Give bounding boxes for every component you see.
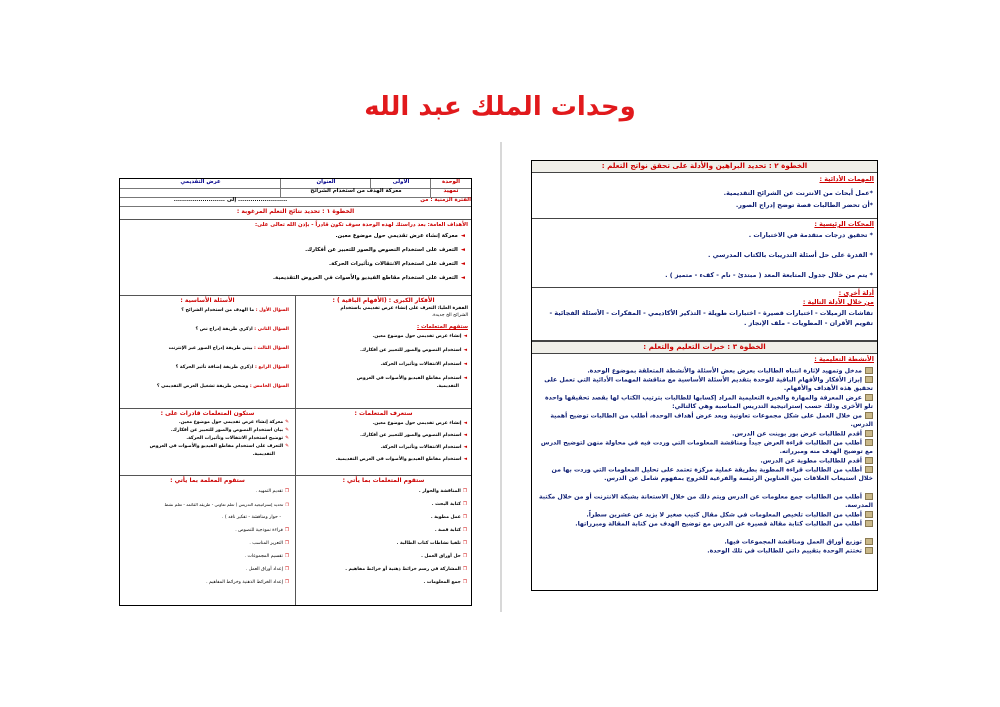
- able-item: ✎بيان استخدام النصوص والصور للتعبير عن أفكارك.: [170, 428, 289, 433]
- activity-item: أطلب من الطالبات قراءة العرض جيداً ومناقشة المعلومات التي وردت فيه في محاولة منهن لتوضيح الدرس مع توضيح الهدف منه ومبرراته.: [540, 439, 873, 455]
- perf-item: *عمل أبحاث من الانترنت عن الشرائح التقديمية.: [723, 189, 873, 197]
- understand-item: التقديمية.: [436, 384, 459, 389]
- know-item: ◄استخدام الانتقالات وتأثيرات الحركة.: [380, 445, 467, 450]
- goal-item: ◄التعرف على استخدام مقاطع الفيديو والأصوات في العروض التقديمية.: [273, 275, 465, 281]
- activities-title: الأنشطة التعليمية :: [814, 355, 874, 363]
- know-item: ◄إنشاء عرض تقديمي حول موضوع معين.: [372, 421, 467, 426]
- activity-item: أطلب من الطالبات جمع معلومات عن الدرس ويتم ذلك من خلال الاستعانة بشبكة الانترنت أو من خلال مكتبة المدرسة.: [539, 493, 873, 509]
- page-title: وحدات الملك عبد الله: [364, 92, 636, 122]
- main-item: * تحقيق درجات متقدمة في الاختبارات .: [748, 231, 873, 239]
- do-item: ❐عمل مطوية .: [430, 515, 467, 520]
- big-ideas-text: الفقرة العليا: التعرف على إنشاء عرض تقديمي باستخدام: [340, 306, 468, 311]
- do-item: ❐جمع المعلومات .: [423, 580, 467, 585]
- other-text: تقاشات الزميلات - اختبارات قصيرة - اختبارات طويلة - التذكير الأكاديمي - المفكرات - الأسئلة الفجائية - تقويم الأقران - المطويات - ملف الإنجاز .: [549, 309, 873, 327]
- know-item: ◄استخدام مقاطع الفيديو والأصوات في العرض التقديمية.: [335, 457, 467, 462]
- activities-section: [532, 354, 877, 590]
- step2-title: الخطوة ٢ : تحديد البراهين والأدلة على تحقق نواتج التعلم :: [532, 161, 877, 173]
- teach-item: ❐تقسيم المجموعات .: [244, 554, 289, 559]
- big-ideas-title: الأفكار الكبرى : (الأفهام الباقية ) :: [332, 297, 435, 304]
- activity-item: مدخل وتمهيد لإثارة انتباه الطالبات بعرض بعض الأسئلة والأنشطة المتعلقة بموضوع الوحدة.: [537, 367, 873, 376]
- activity-item: أقدم للطالبات عرض بور بوينت عن الدرس.: [537, 430, 873, 439]
- do-teach-section: [120, 476, 471, 605]
- activity-item: أطلب من الطالبات تلخيص المعلومات في شكل مقال كتيب صغير لا يزيد عن عشرين سطراً.: [537, 511, 873, 520]
- perf-title: المهمات الأدائية :: [819, 175, 874, 183]
- general-goals-label: الأهداف العامة: بعد دراستك لهذه الوحدة سوف تكون قادراً - بإذن الله تعالى على:: [254, 222, 468, 228]
- understand-item: ◄استخدام مقاطع الفيديو والأصوات في العروض: [356, 376, 467, 381]
- title-value: عرض التقديمي: [120, 179, 281, 189]
- period-dots: ........................ إلى .........................: [120, 197, 341, 207]
- left-page: [119, 178, 472, 606]
- title-label: العنوان: [280, 179, 371, 189]
- main-title: المحكات الرئيسية :: [814, 220, 874, 228]
- able-title: ستكون المتعلمات قادرات على :: [160, 410, 255, 417]
- able-item: التقديمية.: [252, 452, 275, 457]
- other-evidence: [532, 288, 877, 341]
- right-page: [531, 160, 878, 591]
- performance-tasks: [532, 174, 877, 219]
- question-5: السؤال الخامس : وضحي طريقة تشغيل العرض التقديمي ؟: [156, 384, 289, 389]
- unit-value: الأولى: [370, 179, 431, 189]
- ideas-questions-section: [120, 296, 471, 409]
- do-item: ❐حل أوراق العمل .: [421, 554, 467, 559]
- know-item: ◄استخدام النصوص والصور للتعبير عن أفكارك.: [360, 433, 467, 438]
- activity-item: من خلال العمل على شكل مجموعات تعاونية وبعد عرض أهداف الوحدة، أطلب من الطالبات توضيح أهمية الدرس.: [550, 412, 873, 428]
- main-item: * القدرة على حل أسئلة التدريبات بالكتاب المدرسي .: [708, 251, 873, 259]
- teach-item: - حوار ومناقشة - تفكير ناقد ) .: [221, 515, 281, 520]
- activity-item: أقدم للطالبات مطوية عن الدرس.: [537, 457, 873, 466]
- intro-text: معركة الهدف من استخدام الشرائح: [280, 188, 431, 198]
- main-criteria: [532, 219, 877, 288]
- understand-label: ستفهم المتعلمات :: [416, 324, 468, 330]
- period-label: الفترة الزمنية : من: [341, 197, 471, 207]
- teach-item: ❐التعزيز المناسب .: [249, 541, 289, 546]
- step1-title: الخطوة ١ : تحديد نتائج التعلم المرغوبة :: [236, 208, 355, 215]
- teach-title: ستقوم المعلمة بما يأتي :: [170, 477, 245, 484]
- goal-item: ◄التعرف على استخدام النصوص والصور للتعبير عن أفكارك.: [305, 247, 465, 253]
- activity-item: إبراز الأفكار والأفهام الباقية للوحدة بتقديم الأسئلة الأساسية مع مناقشة المهمات الأدائية التي تعمل على تحقيق هذه الأهداف والأفهام.: [544, 376, 873, 392]
- able-item: ✎توضيح استخدام الانتقالات وتأثيرات الحركة.: [186, 436, 289, 441]
- teach-item: ❐تقديم التمهيد .: [255, 489, 289, 494]
- know-able-section: [120, 409, 471, 476]
- teach-item: ❐إعداد الخرائط الذهنية وخرائط المفاهيم .: [206, 580, 289, 585]
- question-4: السؤال الرابع : اذكري طريقة إضافة تأثير الحركة ؟: [175, 365, 289, 370]
- step3-title: الخطوة ٣ : خبرات التعليم والتعلم :: [532, 341, 877, 354]
- goal-item: ◄معركة إنشاء عرض تقديمي حول موضوع معين.: [335, 233, 465, 239]
- other-sub: من خلال الأدلة التالية :: [802, 298, 874, 306]
- page-divider: [500, 142, 502, 612]
- able-item: ✎معركة إنشاء عرض تقديمي حول موضوع معين.: [178, 420, 289, 425]
- main-item: * يتم من خلال جدول المتابعة المعد ( مبتدئ - نام - كفء - متميز ) .: [665, 271, 873, 279]
- know-title: ستعرف المتعلمات :: [354, 410, 413, 417]
- big-ideas-text-2: الشرائح الخ جديدة.: [431, 313, 468, 318]
- unit-label: الوحدة: [430, 179, 471, 189]
- question-3: السؤال الثالث : بيني طريقة إدراج الصور عبر الإنترنت: [168, 346, 289, 351]
- do-item: ❐كتابة قصة .: [434, 528, 467, 533]
- activity-item: أطلب من الطالبات قراءة المطوية بطريقة عملية مركزة تعتمد على تحليل المعلومات التي وردت بها من خلال استيعاب العلاقات بين العناوين الرئيسة والفرعية للخروج بمفهوم شامل عن الدرس.: [551, 466, 873, 482]
- understand-item: ◄إنشاء عرض تقديمي حول موضوع معين.: [372, 334, 467, 339]
- goals-section: [120, 220, 471, 296]
- other-title: أدلة أخرى :: [838, 289, 874, 297]
- activity-item: عرض المعرفة والمهارة والخبرة التعليمية المراد إكسابها للطالبات بترتيب الكتاب لها بقصد تحقيقها واحدة تلو الأخرى وذلك حسب إستراتيجية التدريس المناسبة وهي كالتالي:: [545, 394, 873, 410]
- activity-item: أطلب من الطالبات كتابة مقالة قصيرة عن الدرس مع توضيح الهدف من كتابة المقالة ومبرراتها.: [537, 520, 873, 529]
- teach-item: ❐تحديد إستراتيجية التدريس ( تعلم تعاوني - طريقة القائمة - تعلم نشط: [164, 502, 289, 507]
- goal-item: ◄التعرف على استخدام الانتقالات وتأثيرات الحركة.: [329, 261, 465, 267]
- left-header: [120, 179, 471, 220]
- activity-item: تختتم الوحدة بتقييم ذاتي للطالبات في تلك الوحدة.: [537, 547, 873, 556]
- understand-item: ◄استخدام الانتقالات وتأثيرات الحركة.: [380, 362, 467, 367]
- activity-item: توزيع أوراق العمل ومناقشة المجموعات فيها.: [537, 538, 873, 547]
- teach-item: ❐إعداد أوراق العمل .: [245, 567, 289, 572]
- question-1: السؤال الأول : ما الهدف من استخدام الشرائح ؟: [181, 308, 289, 313]
- do-item: ❐كتابة البحث .: [431, 502, 467, 507]
- do-item: ❐تلقيا نشاطات كتاب الطالبة .: [396, 541, 467, 546]
- perf-item: *أن تحضر الطالبات قصة توضح إدراج الصور.: [735, 201, 873, 209]
- intro-label: تمهيد: [430, 188, 471, 198]
- do-title: ستقوم المتعلمات بما يأتي :: [342, 477, 425, 484]
- able-item: ✎التعرف على استخدام مقاطع الفيديو والأصوات في العروض: [149, 444, 289, 449]
- teach-item: ❐قراءة نموذجية للنصوص .: [235, 528, 289, 533]
- do-item: ❐المشاركة في رسم خرائط ذهنية أو خرائط مفاهيم .: [345, 567, 467, 572]
- essential-questions-title: الأسئلة الأساسية :: [180, 297, 235, 304]
- do-item: ❐المناقشة والحوار .: [418, 489, 467, 494]
- question-2: السؤال الثاني : اذكري طريقة إدراج نص ؟: [195, 327, 289, 332]
- understand-item: ◄استخدام النصوص والصور للتعبير عن أفكارك.: [360, 348, 467, 353]
